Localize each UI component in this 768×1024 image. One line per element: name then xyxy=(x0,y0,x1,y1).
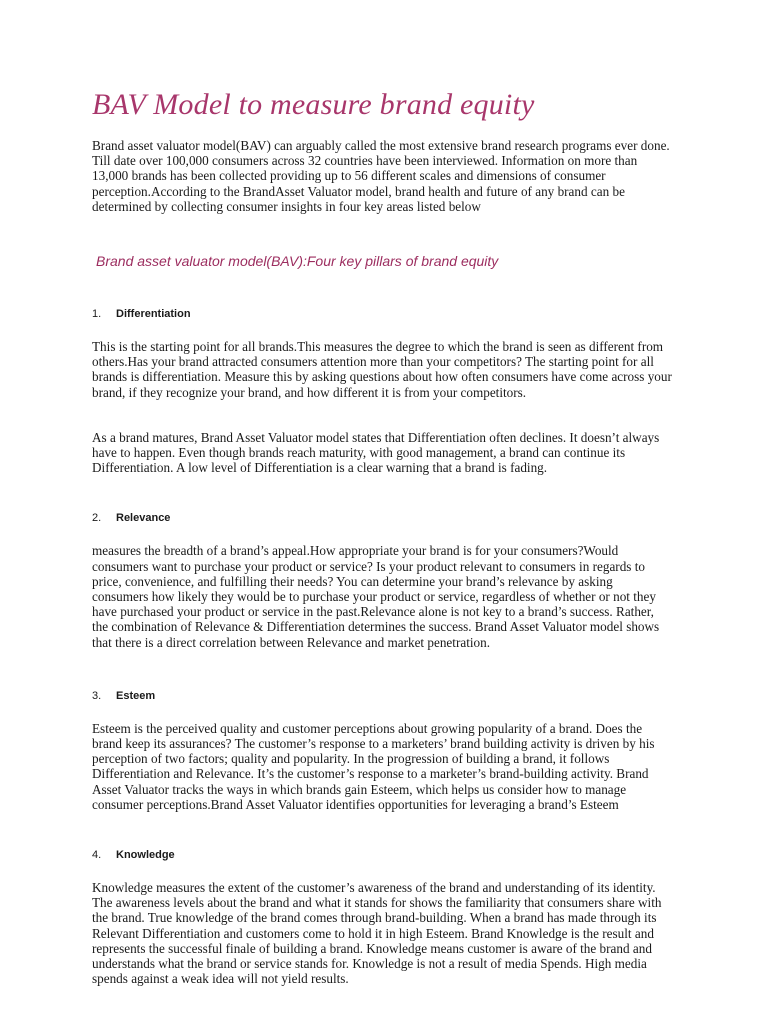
section-paragraph: measures the breadth of a brand’s appeal.How appropriate your brand is for your consumers?Would consumers want to purchase your product or service? Is your product relevant to consumers in regards to price, convenience, and fulfilling their needs? You can determine your brand’s relevance by asking consumers how likely they would be to purchase your product or service, regardless of whether or not they have purchased your product or service in the past.Relevance alone is not key to a brand’s success. Rather, the combination of Relevance & Differentiation determines the success. Brand Asset Valuator model shows that there is a direct correlation between Relevance and market penetration. xyxy=(92,543,660,650)
section-title: Esteem xyxy=(116,689,156,702)
page-title: BAV Model to measure brand equity xyxy=(92,88,535,121)
section-heading-differentiation xyxy=(92,308,672,320)
section-title: Differentiation xyxy=(116,308,191,321)
section-paragraph: As a brand matures, Brand Asset Valuator model states that Differentiation often declines. It doesn’t always have to happen. Even though brands reach maturity, with good management, a brand can continue its Differentiation. A low level of Differentiation is a clear warning that a brand is fading. xyxy=(92,429,660,476)
section-number: 3. xyxy=(92,689,102,702)
section-title: Relevance xyxy=(116,512,171,525)
section-paragraph: This is the starting point for all brands.This measures the degree to which the brand is seen as different from others.Has your brand attracted consumers attention more than your competitors? The starting point for all brands is differentiation. Measure this by asking questions about how often consumers have come across your brand, if they recognize your brand, and how different it is from your competitors. xyxy=(92,339,672,400)
section-paragraph: Knowledge measures the extent of the customer’s awareness of the brand and understanding of its identity. The awareness levels about the brand and what it stands for shows the familiarity that consumers share with the brand. True knowledge of the brand comes through brand-building. When a brand has made through its Relevant Differentiation and customers come to hold it in high Esteem. Brand Knowledge is the result and represents the successful finale of building a brand. Knowledge means customer is aware of the brand and understands what the brand or service stands for. Knowledge is not a result of media Spends. High media spends against a weak idea will not yield results. xyxy=(92,880,662,987)
section-title: Knowledge xyxy=(116,849,175,862)
intro-paragraph: Brand asset valuator model(BAV) can arguably called the most extensive brand research programs ever done. Till date over 100,000 consumers across 32 countries have been interviewed. Information on more than 13,000 brands has been collected providing up to 56 different scales and dimensions of consumer perception.According to the BrandAsset Valuator model, brand health and future of any brand can be determined by collecting consumer insights in four key areas listed below xyxy=(92,138,670,214)
section-number: 4. xyxy=(92,849,102,862)
section-heading-knowledge xyxy=(92,849,672,861)
section-subtitle: Brand asset valuator model(BAV):Four key pillars of brand equity xyxy=(96,253,499,270)
section-number: 1. xyxy=(92,308,102,321)
section-number: 2. xyxy=(92,512,102,525)
section-heading-esteem xyxy=(92,690,672,702)
section-heading-relevance xyxy=(92,512,672,524)
section-paragraph: Esteem is the perceived quality and customer perceptions about growing popularity of a brand. Does the brand keep its assurances? The customer’s response to a marketers’ brand building activity is driven by his perception of two factors; quality and popularity. In the progression of building a brand, it follows Differentiation and Relevance. It’s the customer’s response to a marketer’s brand-building activity. Brand Asset Valuator tracks the ways in which brands gain Esteem, which helps us consider how to manage consumer perceptions.Brand Asset Valuator identifies opportunities for leveraging a brand’s Esteem xyxy=(92,720,655,812)
